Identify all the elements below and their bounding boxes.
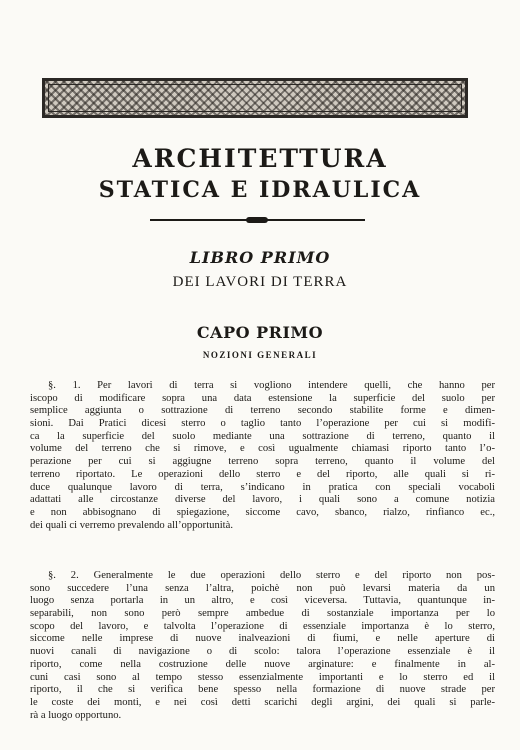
paragraph-line: luogo senza portarla in un altro, e così viceversa. Tuttavia, quantunque in- [30,595,495,607]
paragraph-line: riporto, come nella costruzione delle nuove arginature: e finalmente in al- [30,658,495,670]
book-subtitle: DEI LAVORI DI TERRA [172,274,348,290]
paragraph-line: sioni. Dai Pratici dicesi sterro o taglio tanto l’operazione per cui si modifi- [30,418,495,430]
chapter-title: CAPO PRIMO [196,323,324,342]
paragraph-line: semplice aggiunta o sottrazione di terreno secondo stabilite forme e dimen- [30,405,495,417]
main-title-line1: ARCHITETTURA [132,144,388,173]
paragraph-line: siccome nelle imprese di nuove inalveazioni di fiumi, e nelle aperture di [30,633,495,645]
paragraph-line: scopo del lavoro, e talvolta l’operazione di essenziale importanza è lo sterro, [30,620,495,632]
book-title: LIBRO PRIMO [189,248,331,267]
paragraph-line: volume del terreno che si rimove, e così ugualmente chiamasi riporto tanto l’o- [30,443,495,455]
paragraph-line: §. 2. Generalmente le due operazioni dello sterro e del riporto non pos- [48,570,495,581]
paragraph-line: dei quali ci verremo prevalendo all’opportunità. [30,519,233,531]
paragraph-line: e non abbisognano di spiegazione, siccome cavo, sbanco, rialzo, rinfianco ec., [30,506,495,518]
paragraph-line: duce qualunque lavoro di terra, s’indicano in pratica con speciali vocaboli [30,481,495,493]
section-title: NOZIONI GENERALI [202,350,318,360]
paragraph-line: le coste dei monti, e nei così detti scarichi degli argini, dei quali si parle- [30,696,495,708]
paragraph-line: perazione per cui si aggiugne terreno sopra terreno, quanto il volume del [30,456,495,468]
paragraph-line: sono succedere l’una senza l’altra, poichè non può levarsi materia da un [30,582,495,594]
paragraph-line: adattati alle circostanze diverse del lavoro, i quali sono a comune notizia [30,494,495,506]
paragraph-line: nuovi canali di navigazione o di scolo: talora l’operazione essenziale è il [30,646,495,658]
paragraph-line: riporto, il che si verifica bene spesso nella formazione di nuove strade per [30,684,495,696]
paragraph-line: cuni casi sono al tempo stesso essenzialmente importanti e lo sterro ed il [30,671,495,683]
decorative-ornament-band [42,78,468,118]
paragraph-2 [30,570,495,722]
paragraph-line: rà a luogo opportuno. [30,709,122,721]
paragraph-line: §. 1. Per lavori di terra si vogliono intendere quelli, che hanno per [48,380,495,391]
paragraph-line: terreno riportato. Le operazioni dello sterro e del riporto, alle quali si ri- [30,468,495,480]
main-title-line2: STATICA E IDRAULICA [98,177,422,203]
decorative-rule [150,219,365,221]
paragraph-1 [30,380,495,532]
paragraph-line: iscopo di modificare sopra una data estensione la superficie del suolo per [30,392,495,404]
paragraph-line: separabili, non sono però sempre ambedue di sostanziale importanza per lo [30,608,495,620]
paragraph-line: ca la superficie del suolo mediante una sottrazione di terreno, quanto il [30,430,495,442]
